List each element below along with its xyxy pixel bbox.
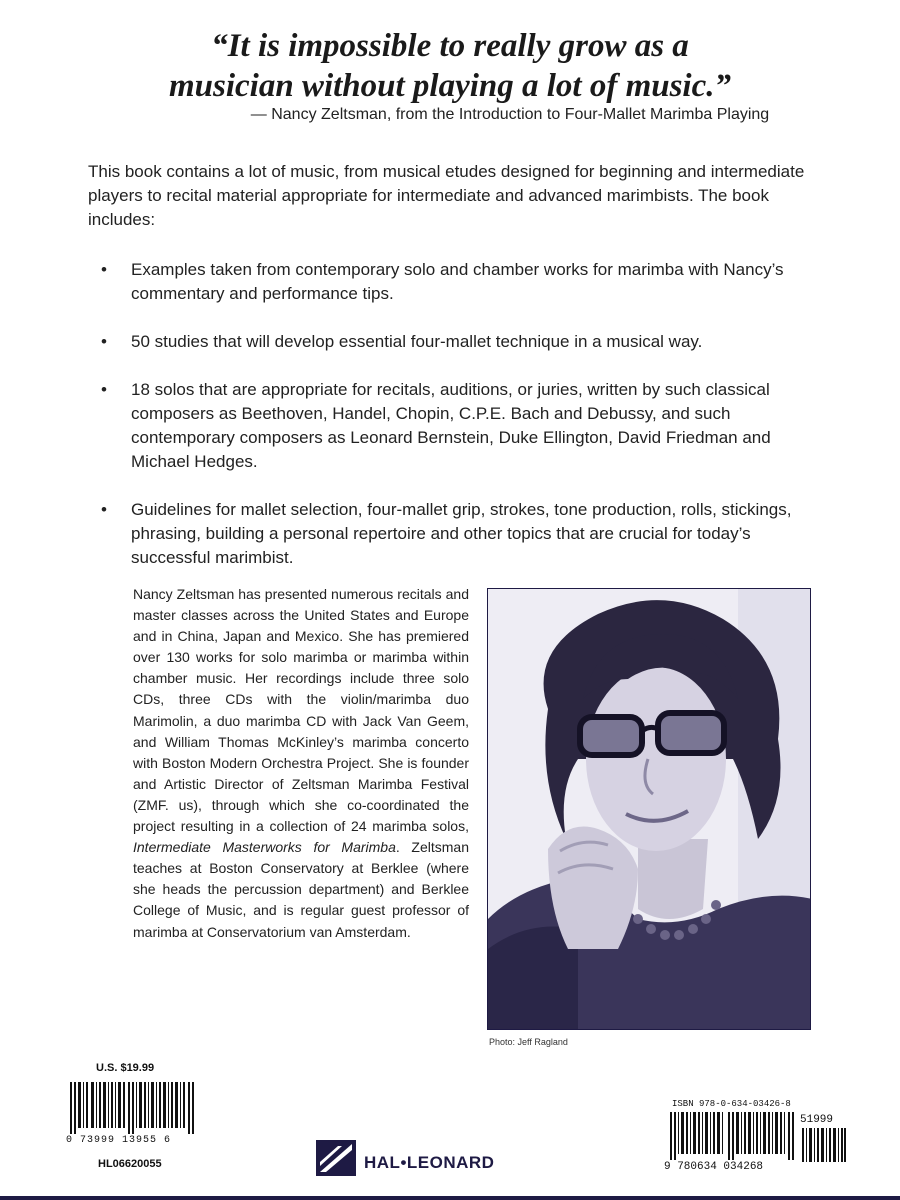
bullet-icon: • (101, 500, 107, 519)
list-item-text: Guidelines for mallet selection, four-mallet grip, strokes, tone production, rolls, stickings, phrasing, building a personal repertoire and other topics that are crucial for today’s successful marimbist. (131, 500, 792, 567)
list-item (88, 378, 818, 474)
bullet-icon: • (101, 380, 107, 399)
feature-list (88, 258, 818, 570)
list-item-text: Examples taken from contemporary solo and chamber works for marimba with Nancy’s commentary and performance tips. (131, 260, 784, 303)
list-item (88, 498, 818, 570)
intro-paragraph: This book contains a lot of music, from musical etudes designed for beginning and intermediate players to recital material appropriate for intermediate and advanced marimbists. The book includes: (88, 162, 805, 229)
list-item (88, 330, 818, 354)
author-bio-text: Nancy Zeltsman has presented numerous recitals and master classes across the United States and Europe and in China, Japan and Mexico. She has premiered over 130 works for solo marimba or marimba within chamber music. Her recordings include three solo CDs, three CDs with the violin/marimba duo Marimolin, a duo marimba CD with Jack Van Geem, and William Thomas McKinley’s marimba concerto with Boston Modern Orchestra Project. She is founder and Artistic Director of Zeltsman Marimba Festival (ZMF. us), through which she co-coordinated the project resulting in a collection of 24 marimba solos, (133, 586, 469, 835)
bullet-icon: • (101, 260, 107, 279)
price-barcode-icon (802, 1128, 846, 1162)
author-bio-text-end: . Zeltsman teaches at Boston Conservatory at Berklee (where she heads the percussion department) and Berklee College of Music, and is regular guest professor of marimba at Conservatorium van Amsterdam. (133, 839, 469, 940)
ean-number: 9 780634 034268 (664, 1161, 764, 1173)
photo-credit: Photo: Jeff Ragland (489, 1037, 568, 1047)
author-photo (487, 588, 811, 1030)
upc-barcode-icon (70, 1082, 196, 1134)
list-item-text: 18 solos that are appropriate for recitals, auditions, or juries, written by such classical composers as Beethoven, Handel, Chopin, C.P.E. Bach and Debussy, and such contemporary composers as Leonard Bernstein, Duke Ellington, David Friedman and Michael Hedges. (131, 380, 771, 471)
list-item (88, 258, 818, 306)
price: U.S. $19.99 (96, 1062, 155, 1074)
product-code: HL06620055 (98, 1158, 162, 1170)
hal-leonard-logo-icon (316, 1140, 356, 1176)
book-title: Intermediate Masterworks for Marimba (133, 839, 396, 856)
quote-attribution: — Nancy Zeltsman, from the Introduction to Four-Mallet Marimba Playing (250, 106, 770, 123)
quote-line-1: “It is impossible to really grow as a (211, 28, 689, 64)
upc-number: 0 73999 13955 6 (66, 1135, 172, 1146)
bullet-icon: • (101, 332, 107, 351)
quote (0, 26, 900, 106)
publisher-name: HAL•LEONARD (364, 1153, 495, 1172)
isbn-barcode-icon (670, 1112, 796, 1160)
quote-line-2: musician without playing a lot of music.” (168, 68, 731, 104)
cover-bottom-edge (0, 1196, 900, 1200)
author-bio (133, 584, 469, 943)
supplement-code: 51999 (800, 1114, 834, 1126)
list-item-text: 50 studies that will develop essential four-mallet technique in a musical way. (131, 332, 703, 351)
portrait-photo-icon (488, 589, 811, 1030)
isbn-number: ISBN 978-0-634-03426-8 (672, 1099, 791, 1109)
